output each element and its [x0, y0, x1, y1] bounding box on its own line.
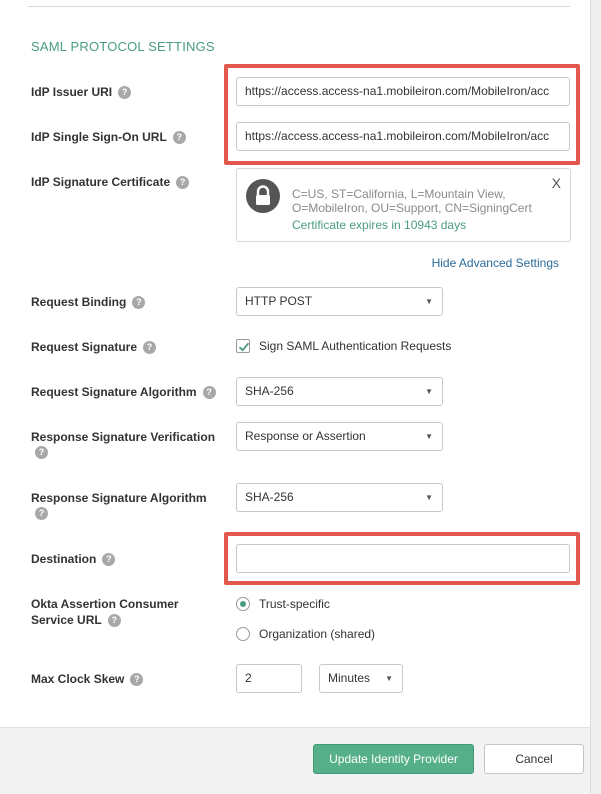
top-divider: [28, 6, 570, 7]
help-icon[interactable]: ?: [203, 386, 216, 399]
issuer-uri-label: IdP Issuer URI ?: [31, 84, 131, 100]
help-icon[interactable]: ?: [130, 673, 143, 686]
help-icon[interactable]: ?: [132, 296, 145, 309]
close-icon[interactable]: X: [551, 175, 561, 191]
request-sig-algo-label: Request Signature Algorithm ?: [31, 384, 216, 400]
clock-skew-unit-select[interactable]: Minutes ▼: [319, 664, 403, 693]
signature-cert-label: IdP Signature Certificate ?: [31, 174, 189, 190]
issuer-uri-input[interactable]: https://access.access-na1.mobileiron.com/MobileIron/acc: [236, 77, 570, 106]
help-icon[interactable]: ?: [35, 446, 48, 459]
certificate-subject: C=US, ST=California, L=Mountain View, O=MobileIron, OU=Support, CN=SigningCert: [292, 187, 532, 215]
hide-advanced-settings-link[interactable]: Hide Advanced Settings: [431, 256, 559, 270]
certificate-card: [236, 168, 571, 242]
clock-skew-label: Max Clock Skew ?: [31, 671, 143, 687]
checkmark-icon: [237, 340, 251, 354]
help-icon[interactable]: ?: [108, 614, 121, 627]
highlight-box-urls: [224, 64, 580, 165]
response-sig-algo-label: Response Signature Algorithm: [31, 491, 207, 505]
caret-down-icon: ▼: [385, 674, 393, 683]
radio-trust-specific[interactable]: [236, 597, 250, 611]
help-icon[interactable]: ?: [173, 131, 186, 144]
destination-label: Destination ?: [31, 551, 115, 567]
sign-requests-checkbox[interactable]: [236, 339, 250, 353]
radio-trust-specific-label[interactable]: Trust-specific: [259, 597, 330, 611]
certificate-expiry: Certificate expires in 10943 days: [292, 218, 467, 232]
response-sig-verif-select[interactable]: Response or Assertion ▼: [236, 422, 443, 451]
response-sig-verif-label: Response Signature Verification: [31, 430, 216, 444]
radio-organization-shared[interactable]: [236, 627, 250, 641]
lock-icon: [246, 179, 280, 213]
radio-organization-shared-label[interactable]: Organization (shared): [259, 627, 376, 641]
update-identity-provider-button[interactable]: Update Identity Provider: [313, 744, 474, 774]
acs-url-label: Okta Assertion Consumer Service URL ?: [31, 597, 179, 627]
sso-url-label: IdP Single Sign-On URL ?: [31, 129, 186, 145]
request-binding-label: Request Binding ?: [31, 294, 145, 310]
help-icon[interactable]: ?: [102, 553, 115, 566]
request-signature-label: Request Signature ?: [31, 339, 156, 355]
caret-down-icon: ▼: [425, 432, 433, 441]
sso-url-input[interactable]: https://access.access-na1.mobileiron.com/MobileIron/acc: [236, 122, 570, 151]
sign-requests-label[interactable]: Sign SAML Authentication Requests: [259, 339, 452, 353]
section-title: SAML PROTOCOL SETTINGS: [31, 39, 215, 54]
request-sig-algo-select[interactable]: SHA-256 ▼: [236, 377, 443, 406]
highlight-box-destination: [224, 532, 580, 585]
request-binding-select[interactable]: HTTP POST ▼: [236, 287, 443, 316]
help-icon[interactable]: ?: [176, 176, 189, 189]
clock-skew-input[interactable]: 2: [236, 664, 302, 693]
help-icon[interactable]: ?: [35, 507, 48, 520]
help-icon[interactable]: ?: [143, 341, 156, 354]
help-icon[interactable]: ?: [118, 86, 131, 99]
response-sig-algo-select[interactable]: SHA-256 ▼: [236, 483, 443, 512]
caret-down-icon: ▼: [425, 493, 433, 502]
caret-down-icon: ▼: [425, 297, 433, 306]
caret-down-icon: ▼: [425, 387, 433, 396]
cancel-button[interactable]: Cancel: [484, 744, 584, 774]
